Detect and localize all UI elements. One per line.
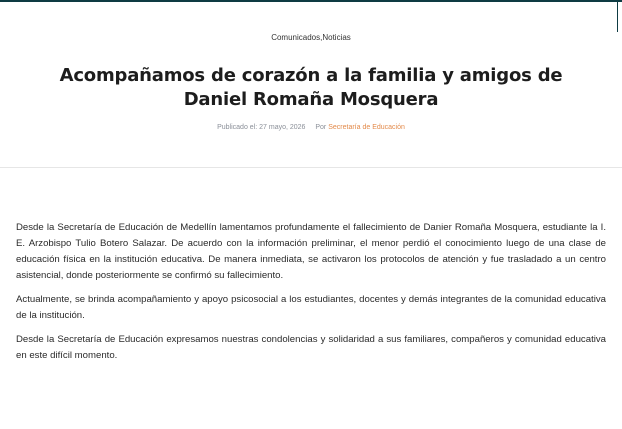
post-meta — [0, 124, 622, 131]
published-date: 27 mayo, 2026 — [259, 124, 306, 131]
category-separator: , — [320, 33, 323, 42]
author-link[interactable]: Secretaría de Educación — [328, 124, 405, 131]
published-prefix: Publicado el: — [217, 124, 258, 131]
category-link-noticias[interactable]: Noticias — [322, 33, 351, 42]
post-categories — [0, 33, 622, 42]
post-content — [16, 220, 606, 372]
category-link-comunicados[interactable]: Comunicados — [271, 33, 321, 42]
paragraph-1: Desde la Secretaría de Educación de Medellín lamentamos profundamente el fallecimiento de Danier Romaña Mosquera, estudiante la I. E. Arzobispo Tulio Botero Salazar. De acuerdo con la información preliminar, el menor perdió el conocimiento luego de una clase de educación física en la institución educativa. De manera inmediata, se activaron los protocolos de atención y fue trasladado a un centro asistencial, donde posteriormente se confirmó su fallecimiento. — [16, 222, 606, 281]
page-title: Acompañamos de corazón a la familia y amigos de Daniel Romaña Mosquera — [59, 65, 563, 110]
post-header — [0, 0, 622, 168]
paragraph-2: Actualmente, se brinda acompañamiento y apoyo psicosocial a los estudiantes, docentes y demás integrantes de la comunidad educativa de la institución. — [16, 294, 606, 321]
author-prefix: Por — [315, 124, 327, 131]
paragraph-3: Desde la Secretaría de Educación expresamos nuestras condolencias y solidaridad a sus familiares, compañeros y comunidad educativa en este difícil momento. — [16, 334, 606, 361]
